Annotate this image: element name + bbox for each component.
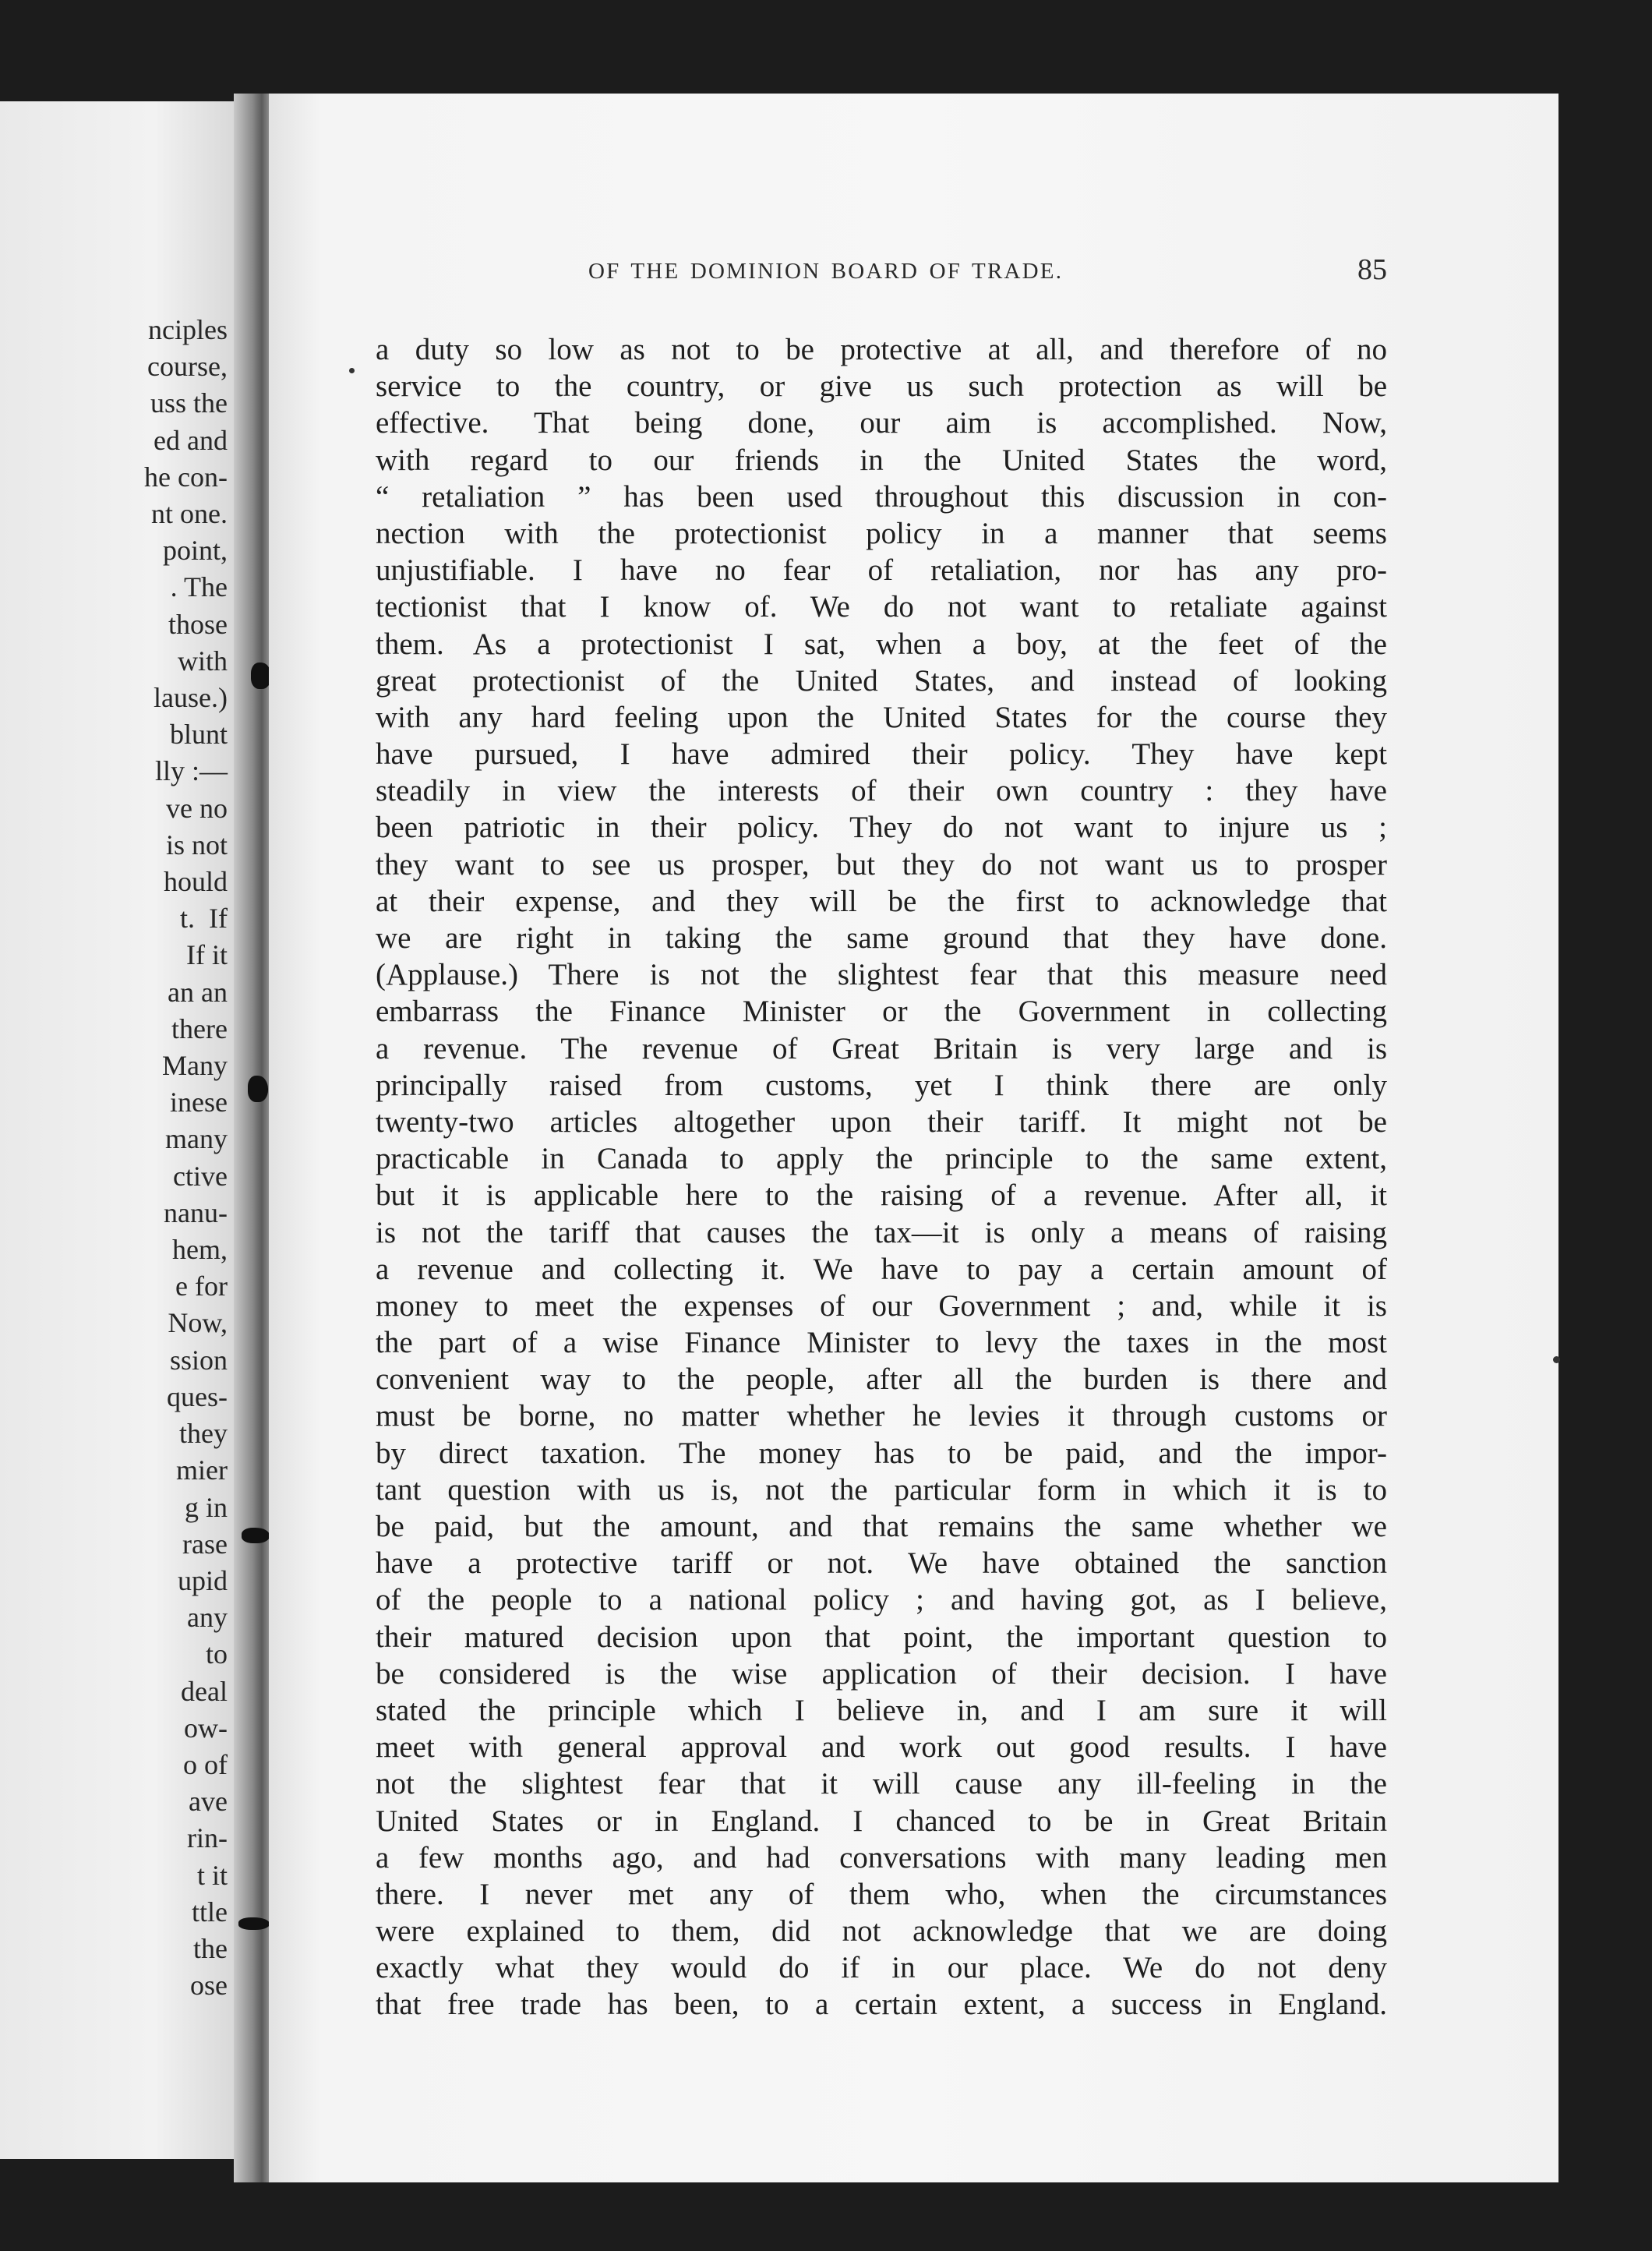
- text-line: nection with the protectionist policy in a manner that seems: [376, 516, 1387, 550]
- body-text: [376, 331, 1387, 2023]
- facing-page-line-fragment: ve no: [166, 792, 228, 824]
- facing-page-line-fragment: deal: [181, 1675, 228, 1707]
- facing-page-line-fragment: hem,: [172, 1234, 228, 1266]
- facing-page-line-fragment: inese: [170, 1087, 228, 1118]
- facing-page-line-fragment: rin-: [187, 1822, 228, 1854]
- text-line: practicable in Canada to apply the principle to the same extent,: [376, 1142, 1387, 1176]
- page-number: 85: [1357, 253, 1387, 286]
- print-speck: [1553, 1356, 1560, 1363]
- text-line: unjustifiable. I have no fear of retaliation, nor has any pro-: [376, 553, 1387, 588]
- text-line: service to the country, or give us such protection as will be: [376, 369, 1387, 404]
- facing-page-line-fragment: with: [177, 645, 228, 677]
- text-line: but it is applicable here to the raising of a revenue. After all, it: [376, 1179, 1387, 1213]
- facing-page-line-fragment: any: [187, 1602, 228, 1634]
- facing-page-line-fragment: is not: [165, 829, 228, 860]
- binding-stitch-mark: [238, 1917, 270, 1930]
- facing-page-line-fragment: upid: [177, 1564, 228, 1596]
- text-line: money to meet the expenses of our Government ; and, while it is: [376, 1288, 1387, 1323]
- text-line: tectionist that I know of. We do not want to retaliate against: [376, 590, 1387, 624]
- facing-page-line-fragment: ssion: [169, 1344, 228, 1376]
- text-line: were explained to them, did not acknowledge that we are doing: [376, 1914, 1387, 1949]
- text-line: stated the principle which I believe in, and I am sure it will: [376, 1693, 1387, 1727]
- facing-page-line-fragment: ave: [189, 1786, 228, 1818]
- facing-page-line-fragment: uss the: [150, 387, 228, 419]
- text-line: meet with general approval and work out good results. I have: [376, 1730, 1387, 1765]
- text-line: twenty-two articles altogether upon their tariff. It might not be: [376, 1104, 1387, 1139]
- facing-page-line-fragment: nanu-: [164, 1196, 228, 1228]
- facing-page-line-fragment: course,: [147, 351, 228, 383]
- print-speck: [349, 368, 355, 373]
- facing-page-line-fragment: those: [168, 608, 228, 640]
- text-line: a revenue and collecting it. We have to pay a certain amount of: [376, 1252, 1387, 1286]
- text-line: at their expense, and they will be the first to acknowledge that: [376, 884, 1387, 918]
- text-line: steadily in view the interests of their own country : they have: [376, 774, 1387, 808]
- text-line: a few months ago, and had conversations with many leading men: [376, 1840, 1387, 1875]
- facing-page-line-fragment: e for: [175, 1270, 228, 1302]
- facing-page-line-fragment: ed and: [154, 424, 228, 456]
- facing-page-line-fragment: Now,: [168, 1307, 228, 1339]
- text-line: is not the tariff that causes the tax—it is only a means of raising: [376, 1215, 1387, 1249]
- facing-page-line-fragment: Many: [162, 1050, 228, 1082]
- text-line: we are right in taking the same ground that they have done.: [376, 921, 1387, 955]
- text-line: have a protective tariff or not. We have obtained the sanction: [376, 1546, 1387, 1581]
- binding-stitch-mark: [248, 1076, 268, 1102]
- text-line: a duty so low as not to be protective at all, and therefore of no: [376, 333, 1387, 366]
- text-line: with regard to our friends in the United States the word,: [376, 443, 1387, 477]
- text-line: of the people to a national policy ; and having got, as I believe,: [376, 1583, 1387, 1617]
- binding-stitch-mark: [242, 1528, 270, 1543]
- text-line: must be borne, no matter whether he levies it through customs or: [376, 1399, 1387, 1433]
- text-line: “ retaliation ” has been used throughout this discussion in con-: [376, 479, 1387, 514]
- facing-page-line-fragment: nciples: [148, 314, 228, 345]
- text-line: embarrass the Finance Minister or the Government in collecting: [376, 995, 1387, 1029]
- facing-page-line-fragment: nt one.: [151, 498, 228, 530]
- facing-page-line-fragment: rase: [182, 1528, 228, 1560]
- text-line: their matured decision upon that point, the important question to: [376, 1620, 1387, 1654]
- text-line: there. I never met any of them who, when the circumstances: [376, 1877, 1387, 1911]
- facing-page-line-fragment: lly :—: [154, 755, 228, 787]
- facing-page-line-fragment: ow-: [184, 1712, 228, 1744]
- facing-page-line-fragment: they: [179, 1418, 228, 1450]
- text-line: with any hard feeling upon the United States for the course they: [376, 700, 1387, 734]
- facing-page-line-fragment: hould: [163, 866, 228, 898]
- facing-page-line-fragment: he con-: [144, 461, 228, 493]
- text-line: effective. That being done, our aim is accomplished. Now,: [376, 406, 1387, 440]
- text-line: by direct taxation. The money has to be paid, and the impor-: [376, 1436, 1387, 1470]
- text-line: have pursued, I have admired their policy. They have kept: [376, 737, 1387, 772]
- text-line: be paid, but the amount, and that remains the same whether we: [376, 1510, 1387, 1543]
- facing-page-line-fragment: many: [165, 1123, 228, 1155]
- text-line: a revenue. The revenue of Great Britain is very large and is: [376, 1031, 1387, 1065]
- book-page: [269, 94, 1558, 2182]
- facing-page-line-fragment: ques-: [167, 1380, 228, 1412]
- text-line: (Applause.) There is not the slightest fear that this measure need: [376, 958, 1387, 992]
- text-line: they want to see us prosper, but they do not want us to prosper: [376, 847, 1387, 882]
- text-line: them. As a protectionist I sat, when a boy, at the feet of the: [376, 627, 1387, 661]
- facing-page-line-fragment: there: [171, 1012, 228, 1044]
- text-line: convenient way to the people, after all the burden is there and: [376, 1362, 1387, 1397]
- text-line: been patriotic in their policy. They do not want to injure us ;: [376, 811, 1387, 845]
- facing-page-line-fragment: an an: [168, 976, 228, 1008]
- facing-page-line-fragment: g in: [184, 1491, 228, 1523]
- facing-page-line-fragment: lause.): [154, 682, 228, 714]
- text-line: great protectionist of the United States, and instead of looking: [376, 663, 1387, 698]
- facing-page-line-fragment: the: [193, 1932, 228, 1964]
- text-line: United States or in England. I chanced to be in Great Britain: [376, 1804, 1387, 1838]
- page-header: [269, 253, 1387, 298]
- facing-page-line-fragment: ose: [190, 1970, 228, 2002]
- facing-page-line-fragment: ctive: [173, 1160, 228, 1192]
- facing-page-line-fragment: t. If: [180, 903, 228, 935]
- text-line: tant question with us is, not the particular form in which it is to: [376, 1472, 1387, 1507]
- text-line: that free trade has been, to a certain extent, a success in England.: [376, 1988, 1387, 2022]
- text-line: not the slightest fear that it will cause any ill-feeling in the: [376, 1767, 1387, 1801]
- text-line: exactly what they would do if in our place. We do not deny: [376, 1951, 1387, 1985]
- running-head: OF THE DOMINION BOARD OF TRADE.: [588, 259, 1064, 284]
- facing-page-left: [0, 101, 257, 2159]
- facing-page-line-fragment: to: [205, 1638, 228, 1670]
- facing-page-line-fragment: blunt: [169, 719, 228, 751]
- facing-page-text-fragments: [144, 312, 228, 2004]
- facing-page-line-fragment: t it: [196, 1859, 228, 1891]
- facing-page-line-fragment: If it: [186, 939, 228, 971]
- text-line: be considered is the wise application of their decision. I have: [376, 1656, 1387, 1691]
- facing-page-line-fragment: . The: [170, 571, 228, 603]
- facing-page-line-fragment: point,: [162, 535, 228, 567]
- facing-page-line-fragment: o of: [183, 1748, 228, 1780]
- facing-page-line-fragment: ttle: [192, 1896, 228, 1928]
- text-line: the part of a wise Finance Minister to levy the taxes in the most: [376, 1326, 1387, 1360]
- facing-page-line-fragment: mier: [176, 1454, 228, 1486]
- text-line: principally raised from customs, yet I think there are only: [376, 1068, 1387, 1102]
